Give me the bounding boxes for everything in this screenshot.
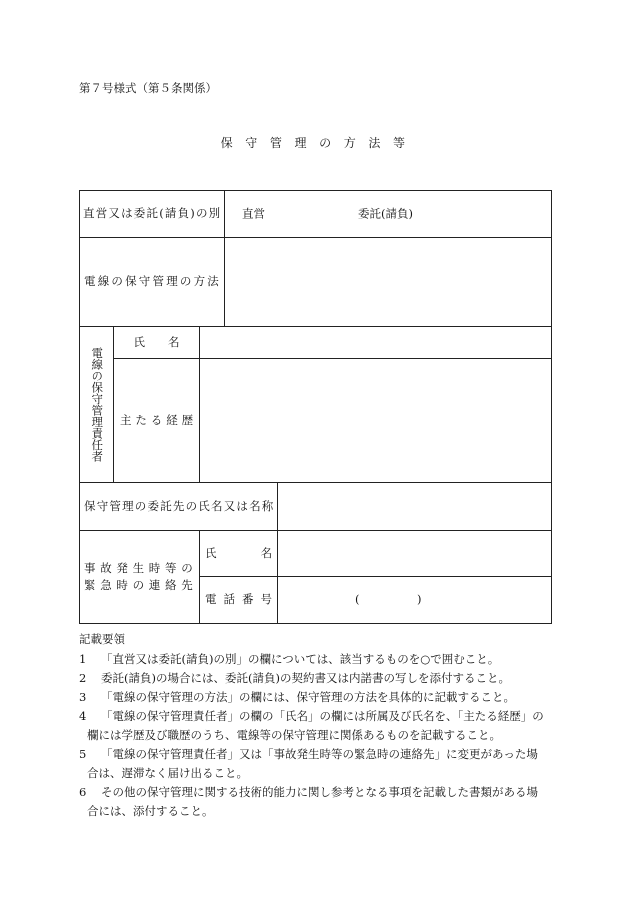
note-item-2 [79, 669, 544, 688]
form-number: 第７号様式（第５条関係） [79, 81, 217, 95]
note-line [79, 707, 544, 726]
management-type-label-cell [79, 190, 225, 238]
note-number: 5 [79, 747, 87, 761]
emergency-name-label: 氏 名 [205, 545, 275, 560]
notes-heading: 記載要領 [79, 632, 125, 646]
note-text: 「電線の保守管理責任者」又は「事故発生時等の緊急時の連絡先」に変更があった場 [101, 747, 538, 761]
emergency-contact-label-line: 事故発生時等の [84, 561, 198, 575]
responsible-name-label-cell [113, 326, 200, 359]
note-item-6 [79, 783, 544, 821]
note-continuation-line: 合には、添付すること。 [87, 804, 214, 818]
document-title: 保 守 管 理 の 方 法 等 [220, 136, 410, 150]
emergency-name-label-cell [199, 530, 278, 577]
career-label: 主たる経歴 [120, 412, 197, 427]
career-value-cell [199, 358, 552, 483]
emergency-name-value-cell [277, 530, 552, 577]
note-text: その他の保守管理に関する技術的能力に関し参考となる事項を記載した書類がある場 [101, 785, 538, 799]
management-type-label: 直営又は委託(請負)の別 [83, 206, 222, 221]
note-text: 「直営又は委託(請負)の別」の欄については、該当するものを○で囲むこと。 [101, 652, 500, 666]
phone-value-cell [277, 576, 552, 624]
career-label-cell [113, 358, 200, 483]
note-item-5 [79, 745, 544, 783]
phone-area-code-brackets: ( ) [355, 592, 422, 607]
emergency-contact-label-cell [79, 530, 200, 624]
maintenance-method-label: 電線の保守管理の方法 [84, 274, 221, 289]
phone-label-cell [199, 576, 278, 624]
maintenance-form-table [79, 190, 552, 624]
responsible-person-label-cell [79, 326, 114, 483]
management-type-options-cell [224, 190, 552, 238]
note-number: 4 [79, 709, 87, 723]
emergency-contact-label-line: 緊急時の連絡先 [84, 578, 198, 592]
responsible-person-label: 電線の保守管理責任者 [90, 347, 105, 462]
note-text: 委託(請負)の場合には、委託(請負)の契約書又は内諾書の写しを添付すること。 [101, 671, 510, 685]
note-item-3 [79, 688, 544, 707]
maintenance-method-label-cell [79, 237, 225, 327]
note-line [79, 783, 544, 802]
contractor-label: 保守管理の委託先の氏名又は名称 [84, 498, 275, 513]
responsible-name-label: 氏 名 [133, 334, 180, 349]
note-text: 「電線の保守管理責任者」の欄の「氏名」の欄には所属及び氏名を、「主たる経歴」の [101, 709, 544, 723]
note-number: 6 [79, 785, 87, 799]
note-item-4 [79, 707, 544, 745]
note-item-1 [79, 650, 544, 669]
contractor-label-cell [79, 482, 278, 531]
note-line [79, 669, 544, 688]
note-continuation-line: 合は、遅滞なく届け出ること。 [87, 766, 248, 780]
note-number: 2 [79, 671, 87, 685]
contractor-value-cell [277, 482, 552, 531]
responsible-name-value-cell [199, 326, 552, 359]
note-number: 3 [79, 690, 87, 704]
option-direct: 直営 [242, 206, 265, 221]
option-contract: 委託(請負) [358, 206, 413, 221]
note-line [79, 650, 544, 669]
note-continuation-line: 欄には学歴及び職歴のうち、電線等の保守管理に関係あるものを記載すること。 [87, 728, 501, 742]
note-number: 1 [79, 652, 87, 666]
note-line [79, 688, 544, 707]
note-line [79, 745, 544, 764]
notes-section [79, 630, 544, 821]
note-text: 「電線の保守管理の方法」の欄には、保守管理の方法を具体的に記載すること。 [101, 690, 515, 704]
maintenance-method-value-cell [224, 237, 552, 327]
phone-label: 電話番号 [205, 592, 279, 607]
